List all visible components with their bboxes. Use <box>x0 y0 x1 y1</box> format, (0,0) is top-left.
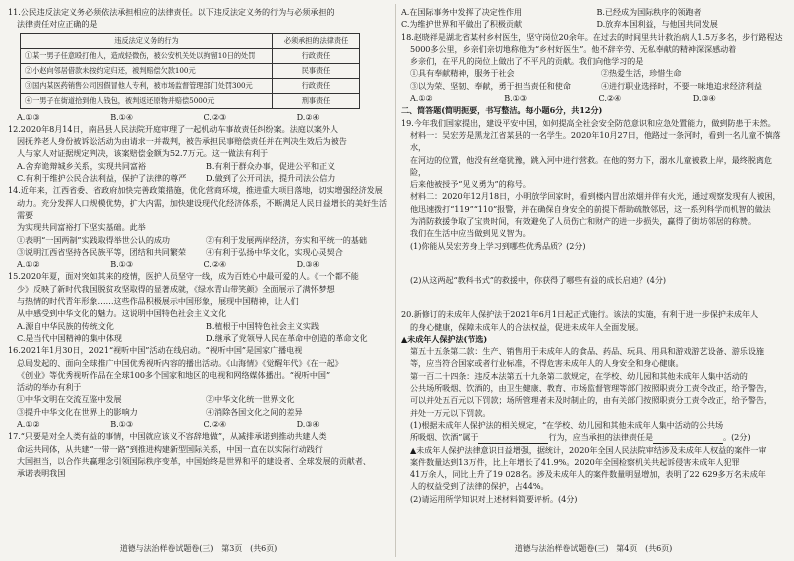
q12-line: 因抚养老人身份被诉讼活动为由请求一并裁判，被告承担民事赔偿责任并在判决生效后为被告 <box>17 136 347 147</box>
behavior-cell: ①某一男子任意殴打他人，造成轻微伤，被公安机关处以拘留10日的处罚 <box>21 48 273 63</box>
q19-line: 在河边的位置，他没有丝毫犹豫，跳入河中进行营救。在他的努力下，溺水儿童被救上岸，最终脱离危险， <box>410 154 772 177</box>
question-19 <box>401 117 786 309</box>
answer-space[interactable] <box>401 286 786 308</box>
option-d[interactable]: D.③④ <box>692 93 716 104</box>
q17-line: 承诺表明我国 <box>17 468 66 479</box>
law-article-line: 可以并处五百元以下罚款；场所管理者未及时制止的，由有关部门按照职责分工责令改正，给予警告， <box>410 395 772 406</box>
q20-line: 的身心健康，保障未成年人的合法权益，促进未成年人全面发展。 <box>410 321 644 332</box>
table-header-row <box>21 33 360 48</box>
q16-line: 活动的举办有利于 <box>17 382 82 393</box>
q11-liability-table <box>20 33 360 109</box>
fill-in-blank[interactable] <box>653 434 723 444</box>
option-c[interactable]: C.有利于维护公民合法利益，保护了法律的尊严 <box>17 173 187 184</box>
option-d[interactable]: D.放弃本国利益，与他国共同发展 <box>596 19 718 30</box>
q20-sub1-text: (1)根据未成年人保护法的相关规定，“在学校、幼儿园和其他未成年人集中活动的公共场 <box>410 419 724 430</box>
q17-line: 17.“只要是对全人类有益的事情，中国就应该义不容辞地做”，从减排承诺到推动共建人类 <box>8 431 327 442</box>
q11-options <box>8 111 389 123</box>
page-divider <box>395 4 396 557</box>
q19-line: 材料二：2020年12月18日，小明放学回家时，看到楼内冒出浓烟并伴有火光，通过观察发现有人被困， <box>410 191 781 202</box>
stats-line: 人的权益受到了法律的保护，占44%。 <box>410 481 549 492</box>
option-b[interactable]: B.①③ <box>504 93 528 104</box>
question-11 <box>8 6 389 123</box>
q15-line: 与热情的时代青年形象……这些作品积极展示中国形象，展现中国精神，让人们 <box>17 296 299 307</box>
q20-sub-question-1-cont <box>401 431 786 443</box>
law-article-line: 公共场所吸烟、饮酒的，由卫生健康、教育、市场监督管理等部门按照职责分工责令改正，给予警告， <box>410 383 772 394</box>
col-responsibility-header: 必须承担的法律责任 <box>273 33 360 48</box>
law-article-line: 并处一万元以下罚款。 <box>410 407 491 418</box>
option-d[interactable]: D.②④ <box>296 111 320 122</box>
page-4 <box>401 6 786 555</box>
statement: ④有利于弘扬中华文化，实现心灵契合 <box>206 246 343 257</box>
statement: ③以为荣、坚韧、奉献，勇于担当责任和使命 <box>410 80 571 91</box>
q18-options <box>401 92 786 104</box>
stats-line: 案件数量达到13万件，比上年增长了41.9%。2020年全国检察机关共起诉侵害未成年人犯罪 <box>410 456 740 467</box>
q19-sub-question-2: (2)从这两起“教科书式”的救援中，你获得了哪些有益的成长启迪？(4分) <box>410 274 667 285</box>
statement: ①中华文明在交流互鉴中发展 <box>17 394 122 405</box>
q19-line: 材料一：吴宏芳是黑龙江省某县的一名学生。2020年10月27日，他路过一条河时，看到一名儿童不慎落水， <box>410 129 781 153</box>
q19-line: 后来他被授予“见义勇为”的称号。 <box>410 179 531 190</box>
q12-options <box>8 160 389 185</box>
q16-line: 16.2021年1月30日，2021“视听中国”活动在线启动。“视听中国”是国家广播电视 <box>8 345 303 356</box>
question-20 <box>401 308 786 505</box>
q15-line: 15.2020年夏，面对突如其来的疫情，医护人员坚守一线，成为百姓心中最可爱的人。《一个都不能 <box>8 271 359 282</box>
q16-line: 总局发起的、面向全球推广中国优秀视听内容的播出活动。《山海情》《觉醒年代》《在一起》 <box>17 357 343 368</box>
statement: ④消除各国文化之间的差异 <box>206 406 303 417</box>
q14-line: 14.近年来，江西省委、省政府加快完善政策措施，优化营商环境，推进重大项目落地，切实增强经济发展 <box>8 185 383 196</box>
q14-line: 动力。充分发挥人口规模优势，扩大内需，加快建设现代化经济体系，不断满足人民日益增长的美好生活需要 <box>17 197 388 220</box>
option-d[interactable]: D.③④ <box>296 259 320 270</box>
statement: ①具有奉献精神，服务于社会 <box>410 68 515 79</box>
statement: ②热爱生活，珍惜生命 <box>601 68 682 79</box>
q15-options <box>8 320 389 345</box>
option-d[interactable]: D.③④ <box>296 419 320 430</box>
statement: ④进行职业选择时，不要一味地追求经济利益 <box>601 80 762 91</box>
q19-line: 他迅速拨打“119”“110”报警，并在确保自身安全的前提下帮助疏散邻居，这一系列科学而机智的做法 <box>410 203 771 214</box>
question-17 <box>8 430 389 479</box>
q19-line: 为消防救援争取了宝贵时间，有效避免了人员伤亡和财产的进一步损失，赢得了街坊邻居的称赞。 <box>410 216 756 227</box>
option-c[interactable]: C.是当代中国精神的集中体现 <box>17 332 122 343</box>
responsibility-cell: 行政责任 <box>273 48 360 63</box>
section-2-heading: 二、简答题(简明扼要，书写整洁。每小题6分，共12分) <box>401 105 603 116</box>
q20-sub-question-2: (2)请运用所学知识对上述材料简要评析。(4分) <box>410 493 578 504</box>
q19-line: 19.今年我们国家提出，建设平安中国，如何提高全社会安全防范意识和应急处置能力，做到防患于未然。 <box>401 117 776 128</box>
statement: ③说明江西省坚持各民族平等，团结和共同繁荣 <box>17 246 186 257</box>
q18-line: 乡亲们，在平凡的岗位上做出了不平凡的贡献。我们向他学习的是 <box>410 56 644 67</box>
page-3 <box>8 6 389 555</box>
option-c[interactable]: C.②④ <box>203 259 227 270</box>
q18-line: 5000多公里，乡亲们亲切地称他为“乡村好医生”。他不辞辛劳、无私奉献的精神深深感动着 <box>410 43 737 54</box>
table-row <box>21 63 360 78</box>
q16-statements <box>8 393 389 418</box>
q17-line: 大国担当，以合作共赢理念引领国际秩序变革，中国始终是世界和平的建设者、全球发展的贡献者、 <box>17 455 371 466</box>
q20-line: 20.新修订的未成年人保护法于2021年6月1日起正式施行。该法的实施，有利于进一步保护未成年人 <box>401 309 759 320</box>
q18-statements <box>401 67 786 92</box>
responsibility-cell: 刑事责任 <box>273 93 360 108</box>
q20-sub1b-text: 所吸烟、饮酒”属于 <box>410 432 479 443</box>
law-excerpt-title: ▲未成年人保护法(节选) <box>401 333 488 344</box>
q18-line: 18.赵晓祥是湖北省某村乡村医生，坚守岗位20余年。在过去的时间里共计救治病人1.5万多名，步行路程达 <box>401 31 783 42</box>
option-c[interactable]: C.②④ <box>598 93 622 104</box>
option-c[interactable]: C.②③ <box>203 111 227 122</box>
q11-stem-line-1: 11.公民违反法定义务必须依法承担相应的法律责任。以下违反法定义务的行为与必须承担的 <box>8 7 335 17</box>
q14-statements <box>8 234 389 259</box>
q17-line: 命运共同体，从共建“一带一路”到推进构建新型国际关系，中国一直在以实际行动践行 <box>17 443 323 454</box>
option-a[interactable]: A.舍弃诡辩城乡关系，实现共同富裕 <box>17 160 146 171</box>
option-a[interactable]: A.在国际事务中发挥了决定性作用 <box>401 7 522 17</box>
q12-line: 12.2020年8月14日，南昌县人民法院开庭审理了一起机动车事故责任纠纷案。法庭以案外人 <box>8 123 338 134</box>
option-d[interactable]: D.继承了党领导人民在革命中创造的革命文化 <box>206 332 368 343</box>
q14-options <box>8 258 389 270</box>
responsibility-cell: 行政责任 <box>273 78 360 93</box>
behavior-cell: ②小赵向邻居借款未按约定归还，被判赔偿欠款100元 <box>21 63 273 78</box>
statement: ②有利于发展两岸经济，夯实和平统一的基础 <box>206 234 367 245</box>
statement: ③提升中华文化在世界上的影响力 <box>17 406 138 417</box>
page-footer: 道德与法治样卷试题卷(三) 第4页 (共6页) <box>514 544 673 553</box>
q15-line: 从中感受到中华文化的魅力。这说明中国特色社会主义文化 <box>17 308 227 319</box>
question-14 <box>8 184 389 270</box>
stats-line: 41万余人，同比上升了19 028名。涉及未成年人的案件数量明显增加，表明了22 629多万名未成年 <box>410 469 766 480</box>
option-a[interactable]: A.源自中华民族的传统文化 <box>17 320 114 331</box>
behavior-cell: ③国内某医药销售公司因假冒他人专利，被市场监督管理部门处罚300元 <box>21 78 273 93</box>
option-b[interactable]: B.①③ <box>110 259 134 270</box>
option-a[interactable]: A.①③ <box>17 111 40 122</box>
q20-sub1d-text: 。(2分) <box>723 432 751 443</box>
q11-stem-line-2: 法律责任对应正确的是 <box>17 19 98 30</box>
option-a[interactable]: A.①② <box>410 93 433 104</box>
fill-in-blank[interactable] <box>478 434 548 444</box>
option-b[interactable]: B.已经成为国际秩序的领跑者 <box>596 7 702 17</box>
q16-line: 《创业》等优秀视听作品在全球100多个国家和地区的电视和网络媒体播出。“视听中国” <box>17 369 331 380</box>
q17-options <box>401 6 786 31</box>
q20-sub-question-1 <box>401 419 786 431</box>
responsibility-cell: 民事责任 <box>273 63 360 78</box>
option-c[interactable]: C.②④ <box>203 419 227 430</box>
statement: ②中华文化统一世界文化 <box>206 394 295 405</box>
col-behavior-header: 违反法定义务的行为 <box>21 33 273 48</box>
question-15 <box>8 270 389 344</box>
option-c[interactable]: C.为维护世界和平做出了积极贡献 <box>401 19 522 30</box>
option-b[interactable]: B.①③ <box>110 419 134 430</box>
question-18 <box>401 31 786 105</box>
statement: ①表明“一国两制”实践取得举世公认的成功 <box>17 234 170 245</box>
q19-line: 我们在生活中应当做到见义智为。 <box>410 228 531 239</box>
q16-options <box>8 418 389 430</box>
option-b[interactable]: B.①④ <box>110 111 134 122</box>
option-d[interactable]: D.做到了公开司法，提升司法公信力 <box>206 173 336 184</box>
table-row <box>21 48 360 63</box>
law-article-line: 第五十五条第二款：生产、销售用于未成年人的食品、药品、玩具、用具和游戏游艺设备、游乐设施 <box>410 346 764 357</box>
answer-space[interactable] <box>401 252 786 274</box>
option-b[interactable]: B.有利于群众办事，促进公平和正义 <box>206 160 336 171</box>
option-a[interactable]: A.①② <box>17 259 40 270</box>
law-article-line: 第一百二十四条：违反本法第五十九条第二款规定，在学校、幼儿园和其他未成年人集中活动的 <box>410 370 748 381</box>
page-footer: 道德与法治样卷试题卷(三) 第3页 (共6页) <box>119 544 278 553</box>
stats-line: ▲未成年人保护法律意识日益增强，据统计，2020年全国人民法院审结涉及未成年人权益的案件一审 <box>410 444 767 455</box>
law-article-line: 等，应当符合国家或者行业标准，不得危害未成年人的人身安全和身心健康。 <box>410 358 684 369</box>
q19-sub-question-1: (1)你能从吴宏芳身上学习到哪些优秀品质？(2分) <box>410 240 586 251</box>
question-16 <box>8 344 389 430</box>
option-b[interactable]: B.植根于中国特色社会主义实践 <box>206 320 319 331</box>
q12-line: 人与家人对证据规定判决，该案赔偿金额为52.7万元。这一做法有利于 <box>17 148 269 159</box>
q20-sub1c-text: 行为，应当承担的法律责任是 <box>548 432 654 443</box>
q15-line: 少》反映了新时代我国脱贫攻坚取得的显著成就，《绿水青山带笑颜》全面展示了满怀梦想 <box>17 283 335 294</box>
behavior-cell: ④一男子在街道拾到他人钱包，被判返还原物并赔偿5000元 <box>21 93 273 108</box>
option-a[interactable]: A.①② <box>17 419 40 430</box>
q14-line: 为实现共同富裕打下坚实基础。此举 <box>17 222 146 233</box>
table-row <box>21 78 360 93</box>
question-12 <box>8 123 389 184</box>
table-row <box>21 93 360 108</box>
